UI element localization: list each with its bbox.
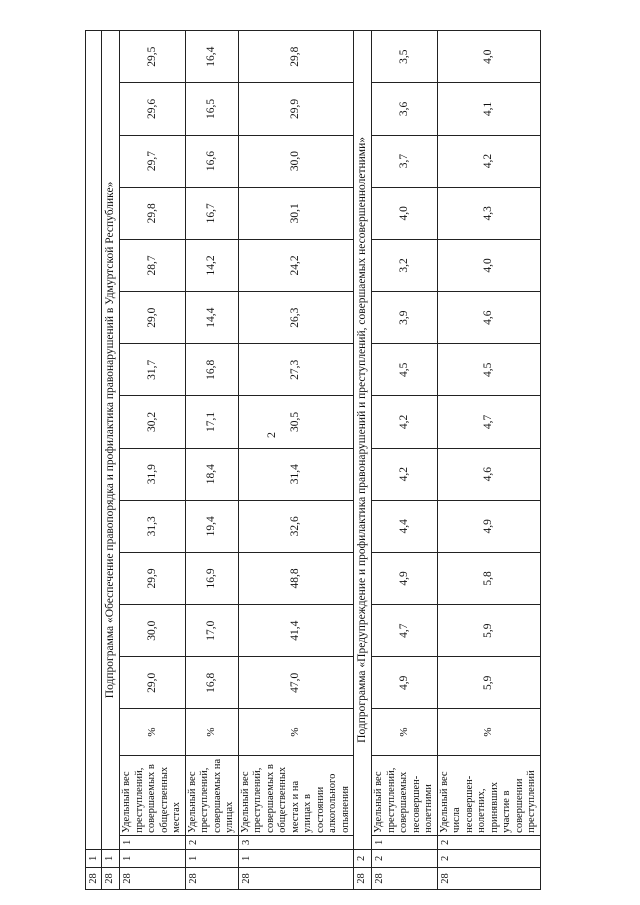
indicator-value: 29,6 <box>120 83 186 135</box>
indicator-value: 31,7 <box>120 344 186 396</box>
header-empty-cell <box>86 31 102 850</box>
row-code-c: 3 <box>238 835 354 849</box>
header-code-b: 1 <box>86 849 102 867</box>
indicator-value: 4,4 <box>372 500 438 552</box>
section-code-b: 2 <box>354 849 372 867</box>
row-code-c: 2 <box>185 835 238 849</box>
indicator-value: 27,3 <box>238 344 354 396</box>
indicator-value: 24,2 <box>238 239 354 291</box>
indicator-value: 4,2 <box>372 396 438 448</box>
indicator-value: 5,9 <box>437 657 540 709</box>
indicator-name: Удельный вес преступлений, совершаемых в общественных местах <box>120 755 186 835</box>
indicator-value: 29,9 <box>120 552 186 604</box>
indicator-value: 3,6 <box>372 83 438 135</box>
indicator-value: 28,7 <box>120 239 186 291</box>
indicator-unit: % <box>437 709 540 755</box>
indicator-value: 30,5 <box>238 396 354 448</box>
section-code-a: 28 <box>354 867 372 889</box>
indicator-name: Удельный вес преступлений, совершаемых на улицах <box>185 755 238 835</box>
rotated-table-container <box>85 30 625 890</box>
row-code-a: 28 <box>120 867 186 889</box>
indicator-value: 29,7 <box>120 135 186 187</box>
indicator-value: 30,1 <box>238 187 354 239</box>
indicator-value: 29,0 <box>120 292 186 344</box>
indicator-value: 3,9 <box>372 292 438 344</box>
indicator-value: 4,2 <box>372 448 438 500</box>
indicator-value: 16,8 <box>185 657 238 709</box>
indicator-value: 4,5 <box>437 344 540 396</box>
indicator-value: 5,8 <box>437 552 540 604</box>
indicator-unit: % <box>238 709 354 755</box>
indicator-value: 4,9 <box>372 657 438 709</box>
indicator-value: 4,9 <box>437 500 540 552</box>
indicator-value: 29,0 <box>120 657 186 709</box>
indicator-value: 4,0 <box>437 239 540 291</box>
indicator-value: 4,5 <box>372 344 438 396</box>
table-row <box>185 31 238 890</box>
page-number: 2 <box>264 432 278 438</box>
indicator-value: 41,4 <box>238 605 354 657</box>
indicator-value: 17,0 <box>185 605 238 657</box>
indicator-value: 4,6 <box>437 448 540 500</box>
section-row <box>102 31 120 890</box>
indicator-name: Удельный вес числа несовершен- нолетних, принявших участие в совершении преступлений <box>437 755 540 835</box>
row-code-b: 1 <box>120 849 186 867</box>
indicator-value: 47,0 <box>238 657 354 709</box>
indicator-value: 4,2 <box>437 135 540 187</box>
indicator-value: 4,7 <box>372 605 438 657</box>
indicator-value: 31,9 <box>120 448 186 500</box>
indicator-value: 4,7 <box>437 396 540 448</box>
indicators-table <box>85 30 541 890</box>
indicator-value: 3,7 <box>372 135 438 187</box>
section-row <box>354 31 372 890</box>
indicator-name: Удельный вес преступлений, совершаемых в общественных местах и на улицах в состоянии алкогольного опьянения <box>238 755 354 835</box>
row-code-b: 2 <box>372 849 438 867</box>
table-header-row <box>86 31 102 890</box>
indicator-value: 31,4 <box>238 448 354 500</box>
indicator-value: 4,6 <box>437 292 540 344</box>
row-code-c: 2 <box>437 835 540 849</box>
indicator-value: 16,4 <box>185 31 238 83</box>
indicator-unit: % <box>120 709 186 755</box>
indicator-value: 48,8 <box>238 552 354 604</box>
row-code-a: 28 <box>238 867 354 889</box>
table-row <box>372 31 438 890</box>
indicator-value: 30,0 <box>238 135 354 187</box>
section-title: Подпрограмма «Обеспечение правопорядка и профилактика правонарушений в Удмуртской Республике» <box>102 31 120 850</box>
row-code-c: 1 <box>120 835 186 849</box>
row-code-b: 1 <box>238 849 354 867</box>
indicator-unit: % <box>185 709 238 755</box>
section-title: Подпрограмма «Предупреждение и профилактика правонарушений и преступлений, совершаемых несовершеннолетними» <box>354 31 372 850</box>
indicator-name: Удельный вес преступлений, совершаемых несовершен- нолетними <box>372 755 438 835</box>
indicator-value: 30,2 <box>120 396 186 448</box>
table-row <box>120 31 186 890</box>
table-row <box>437 31 540 890</box>
row-code-b: 2 <box>437 849 540 867</box>
indicator-value: 14,2 <box>185 239 238 291</box>
indicator-value: 4,0 <box>372 187 438 239</box>
row-code-c: 1 <box>372 835 438 849</box>
section-code-a: 28 <box>102 867 120 889</box>
indicator-value: 4,0 <box>437 31 540 83</box>
table-body <box>86 31 541 890</box>
section-code-b: 1 <box>102 849 120 867</box>
indicator-value: 4,1 <box>437 83 540 135</box>
indicator-value: 5,9 <box>437 605 540 657</box>
indicator-value: 3,5 <box>372 31 438 83</box>
table-row <box>238 31 354 890</box>
indicator-value: 4,9 <box>372 552 438 604</box>
indicator-value: 26,3 <box>238 292 354 344</box>
indicator-value: 29,8 <box>120 187 186 239</box>
indicator-value: 30,0 <box>120 605 186 657</box>
indicator-value: 17,1 <box>185 396 238 448</box>
indicator-unit: % <box>372 709 438 755</box>
indicator-value: 3,2 <box>372 239 438 291</box>
header-code-a: 28 <box>86 867 102 889</box>
indicator-value: 18,4 <box>185 448 238 500</box>
indicator-value: 16,5 <box>185 83 238 135</box>
indicator-value: 16,7 <box>185 187 238 239</box>
indicator-value: 16,9 <box>185 552 238 604</box>
row-code-a: 28 <box>437 867 540 889</box>
row-code-a: 28 <box>185 867 238 889</box>
indicator-value: 16,8 <box>185 344 238 396</box>
indicator-value: 31,3 <box>120 500 186 552</box>
indicator-value: 19,4 <box>185 500 238 552</box>
row-code-a: 28 <box>372 867 438 889</box>
indicator-value: 4,3 <box>437 187 540 239</box>
indicator-value: 29,8 <box>238 31 354 83</box>
indicator-value: 29,5 <box>120 31 186 83</box>
row-code-b: 1 <box>185 849 238 867</box>
indicator-value: 16,6 <box>185 135 238 187</box>
indicator-value: 29,9 <box>238 83 354 135</box>
indicator-value: 14,4 <box>185 292 238 344</box>
indicator-value: 32,6 <box>238 500 354 552</box>
